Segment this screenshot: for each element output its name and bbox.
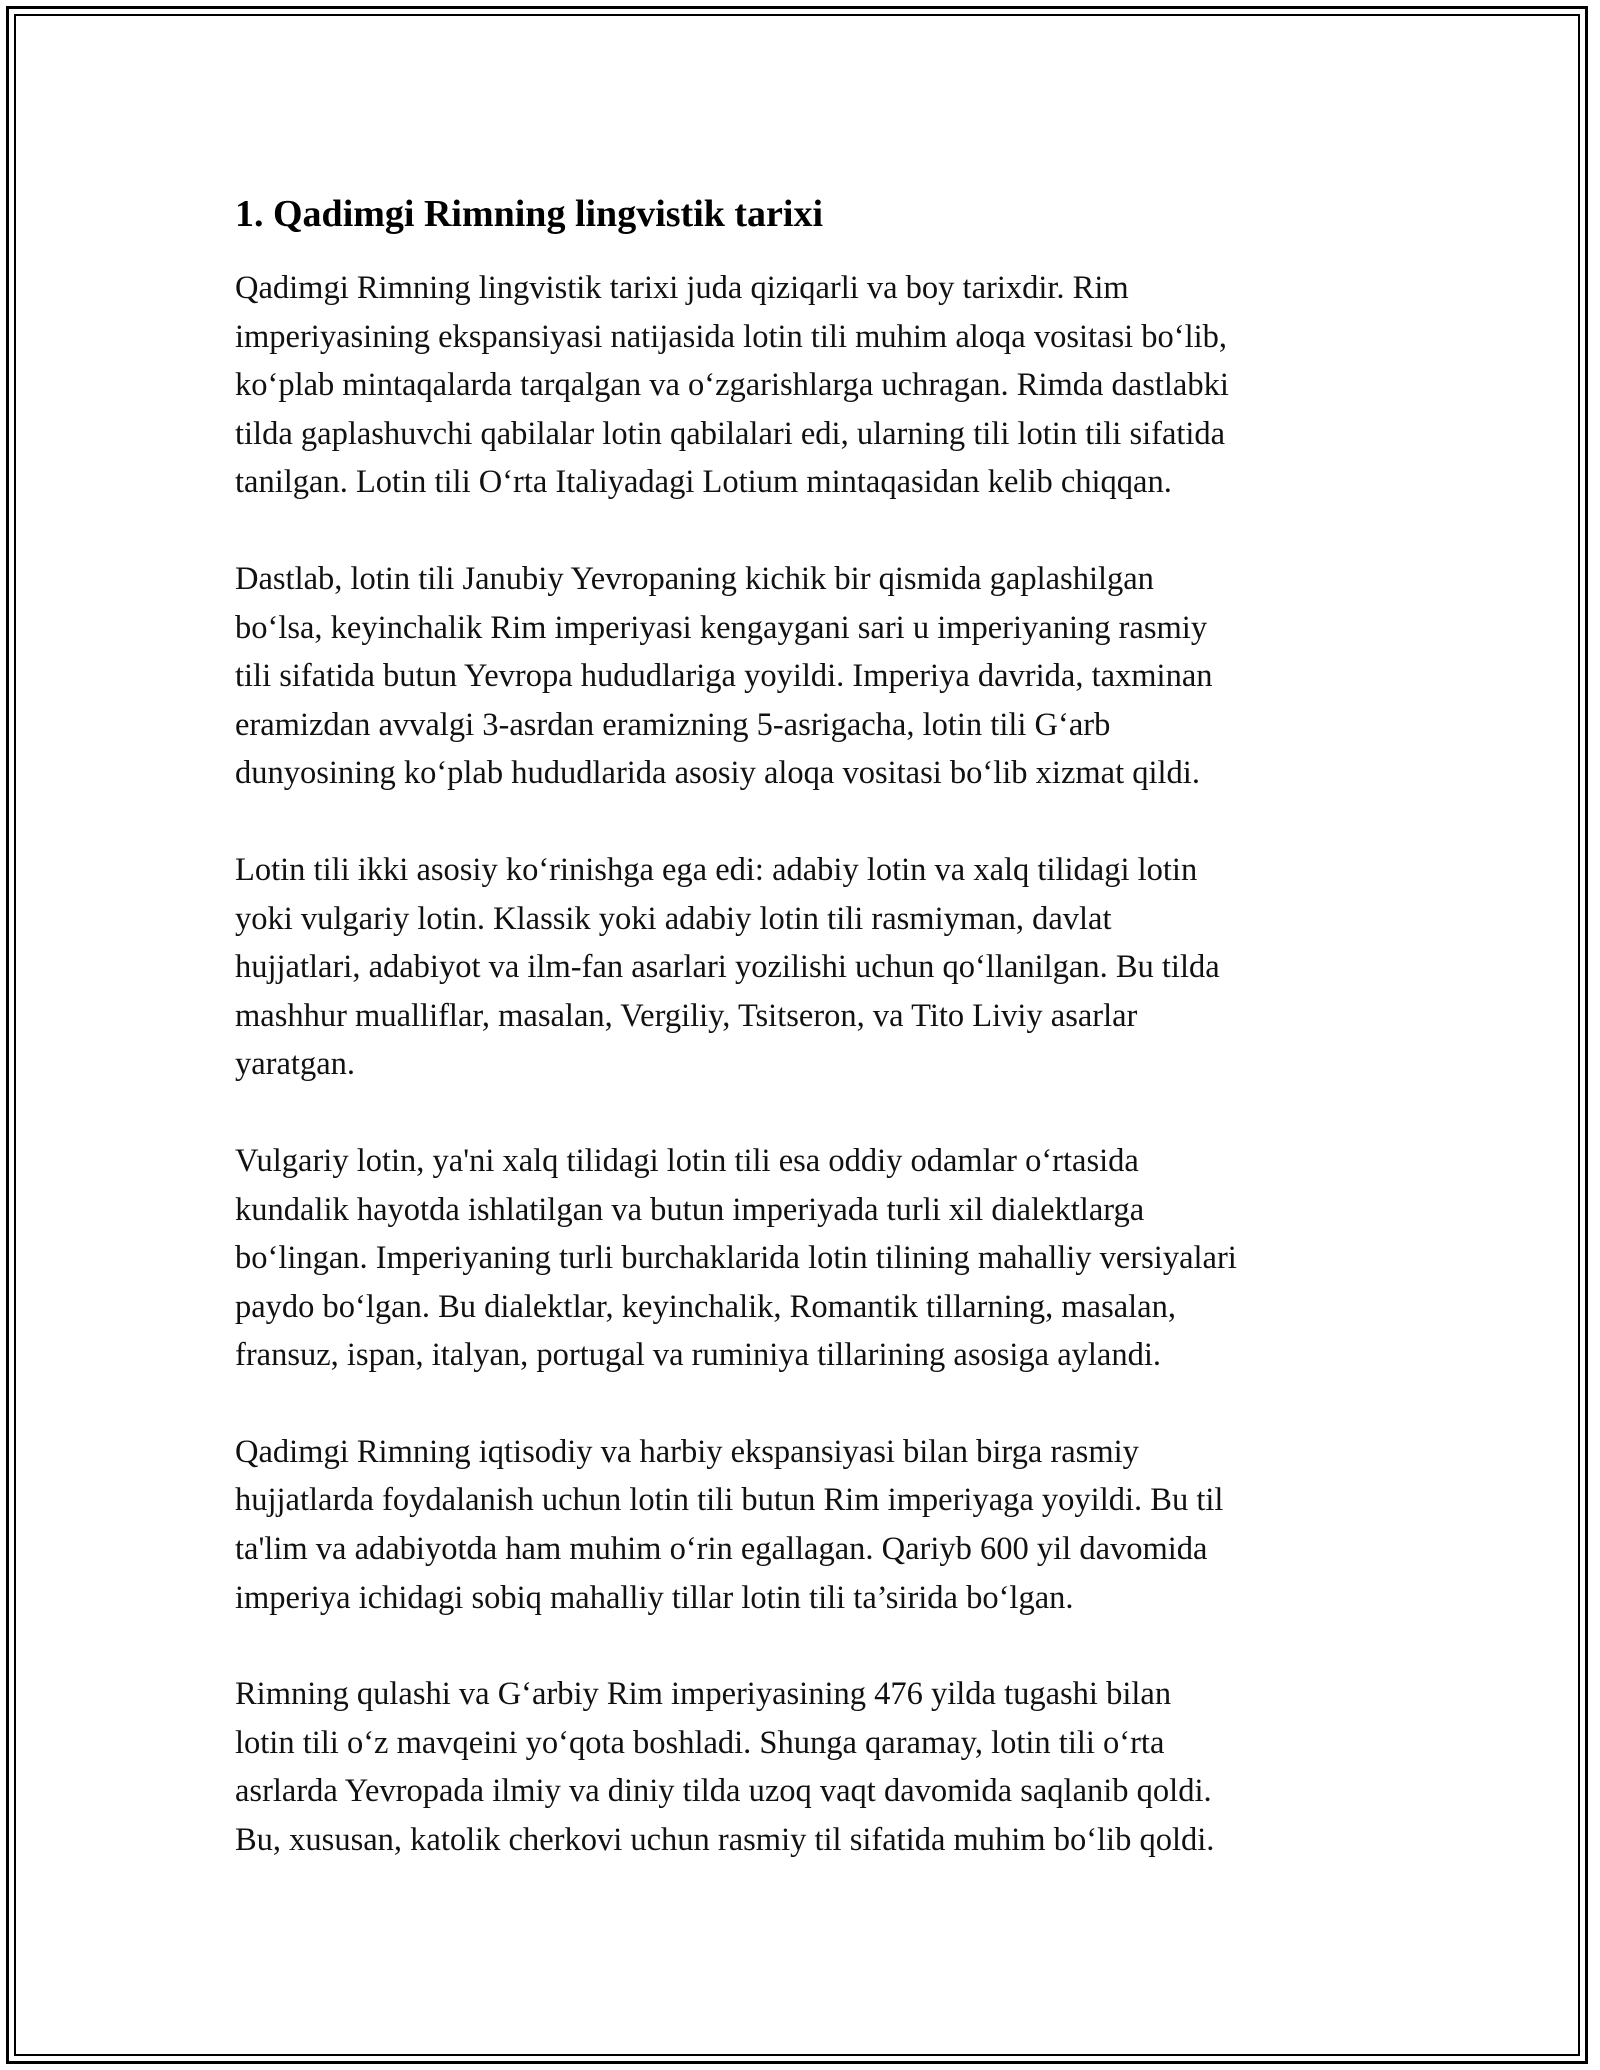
text-line: bo‘lingan. Imperiyaning turli burchaklarida lotin tilining mahalliy versiyalari (235, 1240, 1237, 1277)
text-line: mashhur mualliflar, masalan, Vergiliy, Tsitseron, va Tito Liviy asarlar (235, 997, 1138, 1034)
text-line: Dastlab, lotin tili Janubiy Yevropaning kichik bir qismida gaplashilgan (235, 560, 1154, 597)
text-line: ko‘plab mintaqalarda tarqalgan va o‘zgarishlarga uchragan. Rimda dastlabki (235, 367, 1229, 404)
text-line: tili sifatida butun Yevropa hududlariga yoyildi. Imperiya davrida, taxminan (235, 658, 1213, 695)
text-line: Bu, xususan, katolik cherkovi uchun rasmiy til sifatida muhim bo‘lib qoldi. (235, 1822, 1215, 1859)
document-body (235, 186, 1385, 1913)
text-line: Lotin tili ikki asosiy ko‘rinishga ega edi: adabiy lotin va xalq tilidagi lotin (235, 851, 1198, 888)
text-line: fransuz, ispan, italyan, portugal va ruminiya tillarining asosiga aylandi. (235, 1337, 1162, 1374)
text-line: Qadimgi Rimning lingvistik tarixi juda qiziqarli va boy tarixdir. Rim (235, 270, 1129, 306)
text-line: tanilgan. Lotin tili O‘rta Italiyadagi Lotium mintaqasidan kelib chiqqan. (235, 464, 1172, 501)
text-line: eramizdan avvalgi 3-asrdan eramizning 5-asrigacha, lotin tili G‘arb (235, 706, 1111, 743)
paragraph-6 (235, 1670, 1385, 1864)
text-line: paydo bo‘lgan. Bu dialektlar, keyinchalik, Romantik tillarning, masalan, (235, 1288, 1176, 1325)
paragraph-1 (235, 264, 1385, 507)
text-line: bo‘lsa, keyinchalik Rim imperiyasi kengaygani sari u imperiyaning rasmiy (235, 609, 1208, 646)
section-heading: 1. Qadimgi Rimning lingvistik tarixi (235, 193, 824, 235)
text-line: tilda gaplashuvchi qabilalar lotin qabilalari edi, ularning tili lotin tili sifatida (235, 415, 1226, 452)
text-line: Vulgariy lotin, ya'ni xalq tilidagi lotin tili esa oddiy odamlar o‘rtasida (235, 1142, 1139, 1179)
text-line: yoki vulgariy lotin. Klassik yoki adabiy lotin tili rasmiyman, davlat (235, 900, 1112, 937)
paragraph-list (235, 264, 1385, 1865)
text-line: imperiyasining ekspansiyasi natijasida lotin tili muhim aloqa vositasi bo‘lib, (235, 318, 1228, 355)
text-line: kundalik hayotda ishlatilgan va butun imperiyada turli xil dialektlarga (235, 1191, 1145, 1228)
text-line: asrlarda Yevropada ilmiy va diniy tilda uzoq vaqt davomida saqlanib qoldi. (235, 1773, 1212, 1810)
text-line: imperiya ichidagi sobiq mahalliy tillar lotin tili ta’sirida bo‘lgan. (235, 1579, 1074, 1616)
paragraph-2 (235, 555, 1385, 798)
text-line: hujjatlari, adabiyot va ilm-fan asarlari yozilishi uchun qo‘llanilgan. Bu tilda (235, 949, 1220, 986)
text-line: dunyosining ko‘plab hududlarida asosiy aloqa vositasi bo‘lib xizmat qildi. (235, 755, 1200, 792)
text-line: Rimning qulashi va G‘arbiy Rim imperiyasining 476 yilda tugashi bilan (235, 1676, 1172, 1713)
paragraph-3 (235, 846, 1385, 1089)
text-line: lotin tili o‘z mavqeini yo‘qota boshladi. Shunga qaramay, lotin tili o‘rta (235, 1724, 1165, 1761)
text-line: ta'lim va adabiyotda ham muhim o‘rin egallagan. Qariyb 600 yil davomida (235, 1531, 1208, 1568)
text-line: yaratgan. (235, 1046, 356, 1083)
text-line: hujjatlarda foydalanish uchun lotin tili butun Rim imperiyaga yoyildi. Bu til (235, 1482, 1224, 1519)
paragraph-4 (235, 1137, 1385, 1380)
paragraph-5 (235, 1428, 1385, 1622)
text-line: Qadimgi Rimning iqtisodiy va harbiy ekspansiyasi bilan birga rasmiy (235, 1433, 1139, 1470)
